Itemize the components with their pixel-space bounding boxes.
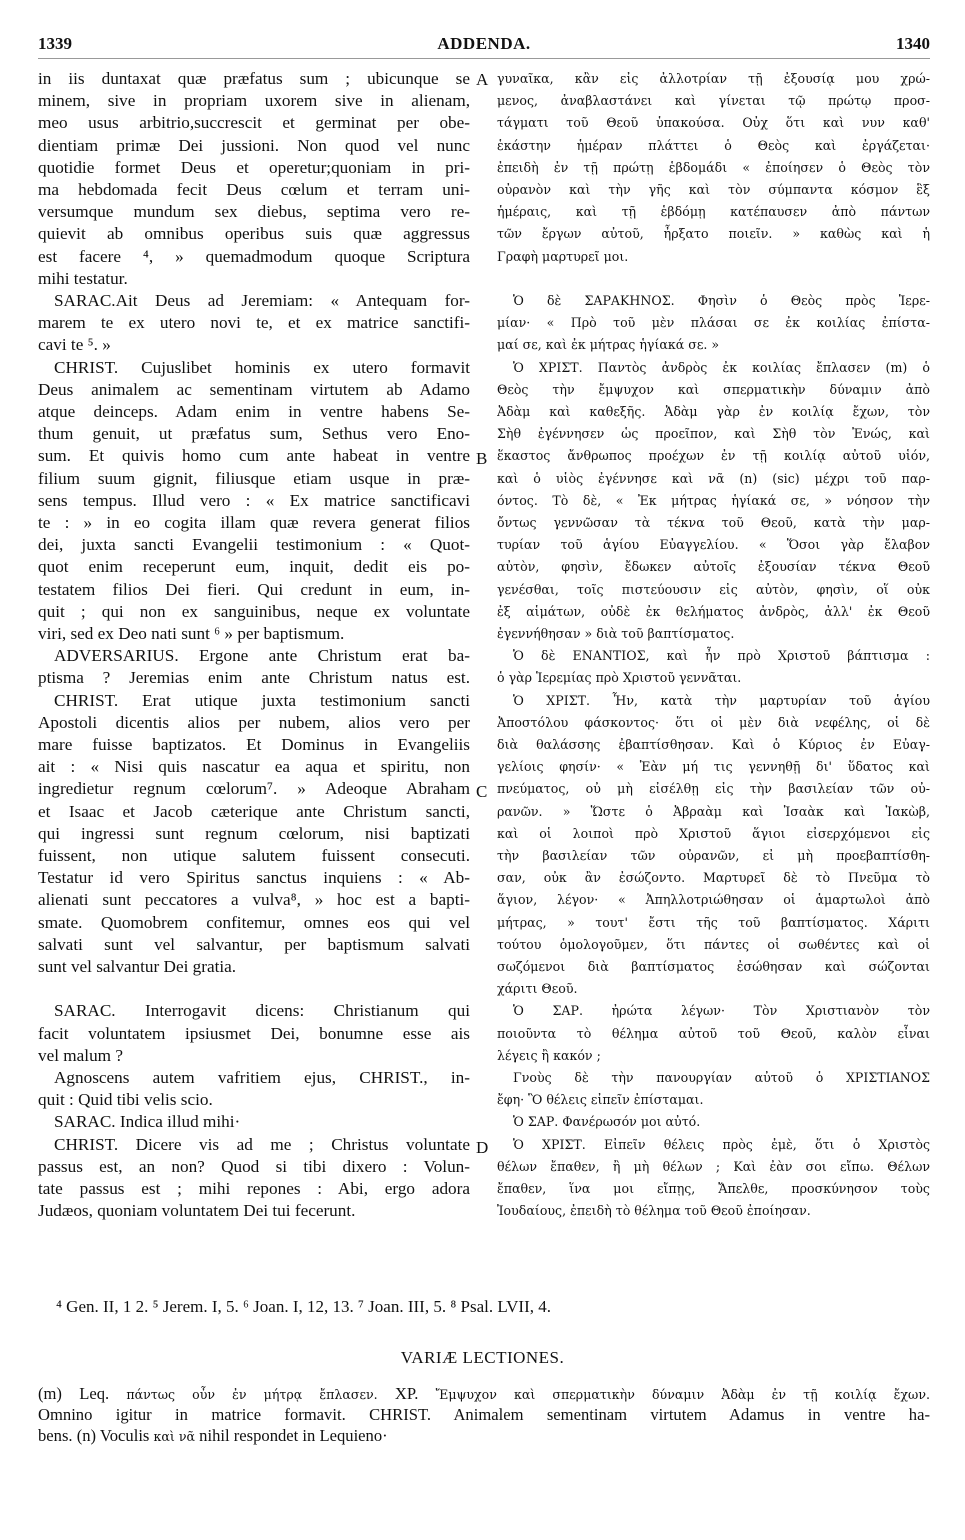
text-line: Γραφὴ μαρτυρεῖ μοι.: [497, 248, 629, 264]
text-line: γελίοις φησίν· « Ἐὰν μή τις γεννηθῇ δι' ὕδατος καὶ: [497, 759, 930, 775]
text-line: Ὁ ΧΡΙΣΤ. Εἰπεῖν θέλεις πρὸς ἐμὲ, ὅτι ὁ Χριστὸς: [513, 1136, 930, 1152]
text-line: quotidie formet Deus et operetur;quoniam in pri-: [38, 157, 470, 177]
header-rule: [38, 58, 930, 59]
text-line: quot enim receperunt eum, inquit, dedit eis po-: [38, 557, 470, 577]
text-line: μήτρας, » τουτ' ἔστι τῆς τοῦ βαπτίσματος. Χάριτι: [497, 914, 930, 930]
column-marker-a: A: [476, 70, 489, 89]
text-line: versumque mundum sex diebus, septima vero re-: [38, 202, 470, 222]
text-line: ait : « Nisi quis nascatur ea aqua et spiritu, non: [38, 757, 470, 777]
text-line: γυναῖκα, κἂν εἰς ἀλλοτρίαν τῇ ἐξουσίᾳ μου χρώ-: [497, 71, 930, 86]
text-line: Testatur id vero Spiritus sanctus inquiens : « Ab-: [38, 868, 470, 888]
running-title: ADDENDA.: [437, 34, 531, 53]
text-line: cavi te ⁵. »: [38, 335, 111, 355]
text-line: όντος. Τὸ δὲ, « Ἐκ μήτρας ἡγίακά σε, » νόησον τὴν: [497, 492, 930, 508]
text-line: τάγματι τοῦ Θεοῦ ὑπακούσα. Οὐχ ὅτι καὶ νυν καθ': [497, 115, 930, 131]
variae-line: Omnino igitur in matrice formavit. CHRIST. Animalem sementinam virtutem Adamus in ventre ha-: [38, 1405, 930, 1424]
text-line: alienati sunt peccatores a vulva⁸, » hoc est a bapti-: [38, 890, 470, 910]
text-line: ἕκαστος ἄνθρωπος προέχων ἐν τῇ κοιλίᾳ αὐτοῦ υἱόν,: [497, 448, 930, 464]
text-line: ingredietur regnum cœlorum⁷. » Adeoque Abraham: [38, 779, 470, 799]
text-line: οὐρανὸν καὶ τὴν γῆς καὶ τὸν σύμπαντα κόσμον ἓξ: [497, 182, 930, 197]
text-line: CHRIST. Erat utique juxta testimonium sancti: [54, 690, 470, 710]
text-line: quit ; qui non ex sanguinibus, neque ex voluntate: [38, 601, 470, 621]
text-line: ADVERSARIUS. Ergone ante Christum erat ba-: [54, 646, 470, 666]
text-line: πνεύματος, οὐ μὴ εἰσέλθῃ εἰς τὴν βασιλείαν τῶν οὐ-: [497, 781, 930, 797]
text-line: γενέσθαι, τοῖς πιστεύουσιν εἰς αὐτὸν, φησὶν, οἵ οὐκ: [497, 581, 930, 597]
text-line: in iis duntaxat quæ præfatus sum ; ubicunque se: [38, 69, 470, 88]
text-line: ἐξ αἱμάτων, οὐδὲ ἐκ θελήματος ἀνδρὸς, ἀλλ' ἐκ Θεοῦ: [497, 603, 930, 619]
text-line: Judæos, quoniam voluntatem Dei tui fecerunt.: [38, 1201, 356, 1221]
text-line: ἑκάστην ἡμέραν πλάττει ὁ Θεὸς καὶ ἐργάζεται·: [497, 137, 930, 153]
text-line: viri, sed ex Deo nati sunt ⁶ » per baptismum.: [38, 624, 345, 643]
text-line: ἔφη· Ὃ θέλεις εἰπεῖν ἐπίσταμαι.: [497, 1092, 704, 1108]
column-marker-b: B: [476, 449, 488, 468]
text-line: ptisma ? Jeremias enim ante Christum natus est.: [38, 668, 470, 688]
text-line: Ὁ δὲ ΕΝΑΝΤΙΟΣ, καὶ ἦν πρὸ Χριστοῦ βάπτισμα :: [513, 648, 930, 664]
text-line: Ὁ δὲ ΣΑΡΑΚΗΝΟΣ. Φησὶν ὁ Θεὸς πρὸς Ἱερε-: [513, 293, 930, 308]
text-line: θέλων ἔπαθεν, ἢ μὴ θέλων ; Καὶ ἐὰν σοι εἴπω. Θέλων: [497, 1158, 930, 1174]
text-line: te : » in eo cogita illam quæ revera generat filios: [38, 513, 470, 532]
text-line: τυρίαν τοῦ ἁγίου Εὐαγγελίου. « Ὅσοι γὰρ ἔλαβον: [497, 537, 930, 553]
text-line: SARAC.Ait Deus ad Jeremiam: « Antequam for-: [54, 291, 470, 310]
text-line: ἐπειδὴ ἐν τῇ πρώτῃ ἑβδομάδι « ἐποίησεν ὁ Θεὸς τὸν: [497, 159, 930, 175]
text-line: Θεὸς τὴν ἔμψυχον καὶ σπερματικὴν δύναμιν ἀπὸ: [497, 381, 930, 397]
text-line: Γνοὺς δὲ τὴν πανουργίαν αὐτοῦ ὁ ΧΡΙΣΤΙΑΝΟΣ: [513, 1070, 930, 1085]
variae-lectiones-heading: VARIÆ LECTIONES.: [400, 1348, 565, 1367]
text-line: μίαν· « Πρὸ τοῦ μὲν πλάσαι σε ἐκ κοιλίας ἐπίστα-: [497, 315, 930, 331]
text-line: qui ingressi sunt regnum cœlorum, nisi baptizati: [38, 823, 470, 843]
text-line: Ἀδὰμ καὶ καθεξῆς. Ἀδὰμ γὰρ ἐν κοιλίᾳ ἔχων, τὸν: [497, 404, 930, 419]
text-line: ἐγεννήθησαν » διὰ τοῦ βαπτίσματος.: [497, 626, 735, 641]
text-line: ἔπαθεν, ἵνα μοι εἴπῃς, Ἄπελθε, προσκύνησον τοὺς: [497, 1181, 930, 1196]
text-line: χάριτι Θεοῦ.: [497, 981, 578, 997]
text-line: facit voluntatem ipsiusmet Dei, bonumne esse ais: [38, 1023, 470, 1043]
footnotes: ⁴ Gen. II, 1 2. ⁵ Jerem. I, 5. ⁶ Joan. I, 12, 13. ⁷ Joan. III, 5. ⁸ Psal. LVII, 4.: [56, 1297, 552, 1316]
column-marker-c: C: [476, 782, 488, 801]
text-line: τῶν ἔργων αὐτοῦ, ἦρξατο ποιεῖν. » καθὼς καὶ ἡ: [497, 226, 930, 242]
text-line: Agnoscens autem vafritiem ejus, CHRIST., in-: [54, 1068, 470, 1087]
text-line: ἡμέραις, καὶ τῇ ἑβδόμῃ κατέπαυσεν ἀπὸ πάντων: [497, 204, 930, 220]
text-line: Σὴθ ἐγέννησεν ὡς προεῖπον, καὶ Σὴθ τὸν Ἐνώς, καὶ: [497, 426, 930, 442]
text-line: minem, sive in propriam uxorem sive in alienam,: [38, 91, 470, 111]
text-line: Apostoli dicentis alios per nubem, alios vero per: [38, 712, 470, 732]
text-line: τούτου ὁμολογοῦμεν, ὅτι πάντες οἱ σωθέντες καὶ οἱ: [497, 936, 930, 952]
text-line: Ὁ ΧΡΙΣΤ. Ἦν, κατὰ τὴν μαρτυρίαν τοῦ ἁγίου: [513, 692, 930, 708]
text-line: tate passus est ; mihi repones : Abi, ergo adora: [38, 1179, 470, 1198]
text-line: καὶ οἱ λοιποὶ πρὸ Χριστοῦ ἅγιοι εἰσερχόμενοι εἰς: [497, 825, 930, 841]
text-line: sum. Et quivis homo cum ante habeat in ventre: [38, 446, 470, 466]
text-line: λέγεις ἢ κακόν ;: [497, 1047, 601, 1063]
text-line: mare fuisse baptizatos. Et Dominus in Evangeliis: [38, 735, 470, 754]
text-line: quit : Quid tibi velis scio.: [38, 1090, 213, 1110]
text-line: sunt vel salvantur Dei gratia.: [38, 957, 237, 976]
text-line: SARAC. Interrogavit dicens: Christianum qui: [54, 1001, 470, 1021]
text-line: Ἀποστόλου φάσκοντος· ὅτι οἱ μὲν διὰ νεφέλης, οἱ δὲ: [497, 714, 930, 730]
text-line: διὰ θαλάσσης ἐβαπτίσθησαν. Καὶ ὁ Κύριος ἐν Εὐαγ-: [497, 737, 930, 752]
page-header: [38, 34, 930, 56]
text-line: τὴν βασιλείαν τῶν οὐρανῶν, εἰ μὴ προεβαπτίσθη-: [497, 848, 930, 863]
text-line: atque deinceps. Adam enim in ventre habens Se-: [38, 402, 470, 421]
text-line: σαν, οὐκ ἂν ἐσώζοντο. Μαρτυρεῖ δὲ τὸ Πνεῦμα τὸ: [497, 870, 930, 886]
text-line: Deus animalem ac sementinam virtutem ab Adamo: [38, 379, 470, 399]
text-line: testatem filios Dei fieri. Qui credunt in eum, in-: [38, 579, 470, 599]
text-line: thum genuit, ut præfatus sum, Sethus vero Eno-: [38, 424, 470, 444]
text-line: vel malum ?: [38, 1045, 123, 1065]
text-line: ὁ γὰρ Ἱερεμίας πρὸ Χριστοῦ γεννᾶται.: [497, 670, 742, 686]
text-line: est facere ⁴, » quemadmodum quoque Scriptura: [38, 246, 470, 266]
text-line: marem te ex utero novi te, et ex matrice sanctifi-: [38, 313, 470, 333]
right-page-number: 1340: [896, 34, 930, 53]
text-line: mihi testatur.: [38, 268, 128, 288]
text-line: Ὁ ΣΑΡ. ἠρώτα λέγων· Τὸν Χριστιανὸν τὸν: [513, 1003, 930, 1019]
column-marker-d: D: [476, 1138, 489, 1157]
text-line: SARAC. Indica illud mihi·: [54, 1112, 241, 1132]
text-line: passus est, an non? Quod si tibi dixero : Volun-: [38, 1156, 470, 1176]
text-line: Ὁ ΧΡΙΣΤ. Παντὸς ἀνδρὸς ἐκ κοιλίας ἔπλασεν (m) ὁ: [513, 359, 930, 375]
text-line: ποιοῦντα τὸ θέλημα αὐτοῦ τοῦ Θεοῦ, καλὸν εἶναι: [497, 1025, 930, 1041]
variae-line: (m) Leq. πάντως οὖν ἐν μήτρᾳ ἔπλασεν. XP. Ἔμψυχον καὶ σπερματικὴν δύναμιν Ἀδὰμ ἐν τῇ κοιλίᾳ ἔχων.: [38, 1384, 930, 1403]
text-line: fuissent, non utique salutem fuissent consecuti.: [38, 846, 470, 865]
text-line: filium suum gignit, filiusque etiam usque in præ-: [38, 468, 470, 488]
text-line: meo usus arbitrio,succrescit et germinat per obe-: [38, 113, 470, 133]
text-line: ὄντως γεννῶσαν τὰ τέκνα τοῦ Θεοῦ, κατὰ τὴν μαρ-: [497, 515, 930, 530]
text-line: μαί σε, καὶ ἐκ μήτρας ἡγίακά σε. »: [497, 337, 720, 353]
text-line: CHRIST. Cujuslibet hominis ex utero formavit: [54, 357, 470, 377]
text-line: ἅγιον, λέγον· « Ἀπηλλοτριώθησαν οἱ ἁμαρτωλοὶ ἀπὸ: [497, 892, 930, 908]
left-page-number: 1339: [38, 34, 72, 53]
text-line: smate. Quomobrem confitemur, omnes eos qui vel: [38, 912, 470, 932]
text-line: καὶ ὁ υἱὸς ἐγέννησε καὶ νᾶ (n) (sic) μέχρι τοῦ παρ-: [497, 470, 930, 486]
text-line: quievit ab omnibus operibus suis quæ aggressus: [38, 224, 470, 244]
text-line: Ὁ ΣΑΡ. Φανέρωσόν μοι αὐτό.: [513, 1114, 701, 1130]
text-line: et Isaac et Jacob cæterique ante Christum sancti,: [38, 801, 470, 821]
text-line: CHRIST. Dicere vis ad me ; Christus voluntate: [54, 1134, 470, 1154]
text-line: ρανῶν. » Ὥστε ὁ Ἀβραὰμ καὶ Ἰσαὰκ καὶ Ἰακὼβ,: [497, 803, 930, 819]
text-line: μενος, ἀναβλαστάνει καὶ γίνεται τῷ πρώτῳ προσ-: [497, 93, 930, 109]
text-line: dientiam primæ Dei jussioni. Non quod vel nunc: [38, 135, 470, 155]
text-line: αὐτὸν, φησὶν, ἔδωκεν αὐτοῖς ἐξουσίαν τέκνα Θεοῦ: [497, 559, 930, 575]
text-line: σωζόμενοι διὰ βαπτίσματος ἐσώθησαν καὶ σώζονται: [497, 959, 930, 974]
text-line: ma hebdomada fecit Deus cœlum et terram uni-: [38, 180, 470, 199]
text-line: sens tempus. Illud vero : « Ex matrice sanctificavi: [38, 490, 470, 510]
variae-line: bens. (n) Voculis καὶ νᾶ nihil respondet in Lequieno·: [38, 1426, 388, 1445]
text-line: dei, juxta sancti Evangelii testimonium : « Quot-: [38, 535, 470, 555]
text-line: Ἰουδαίους, ἐπειδὴ τὸ θέλημα τοῦ Θεοῦ ἐποίησαν.: [497, 1203, 811, 1219]
text-line: salvati sunt vel salvantur, per baptismum salvati: [38, 934, 470, 954]
